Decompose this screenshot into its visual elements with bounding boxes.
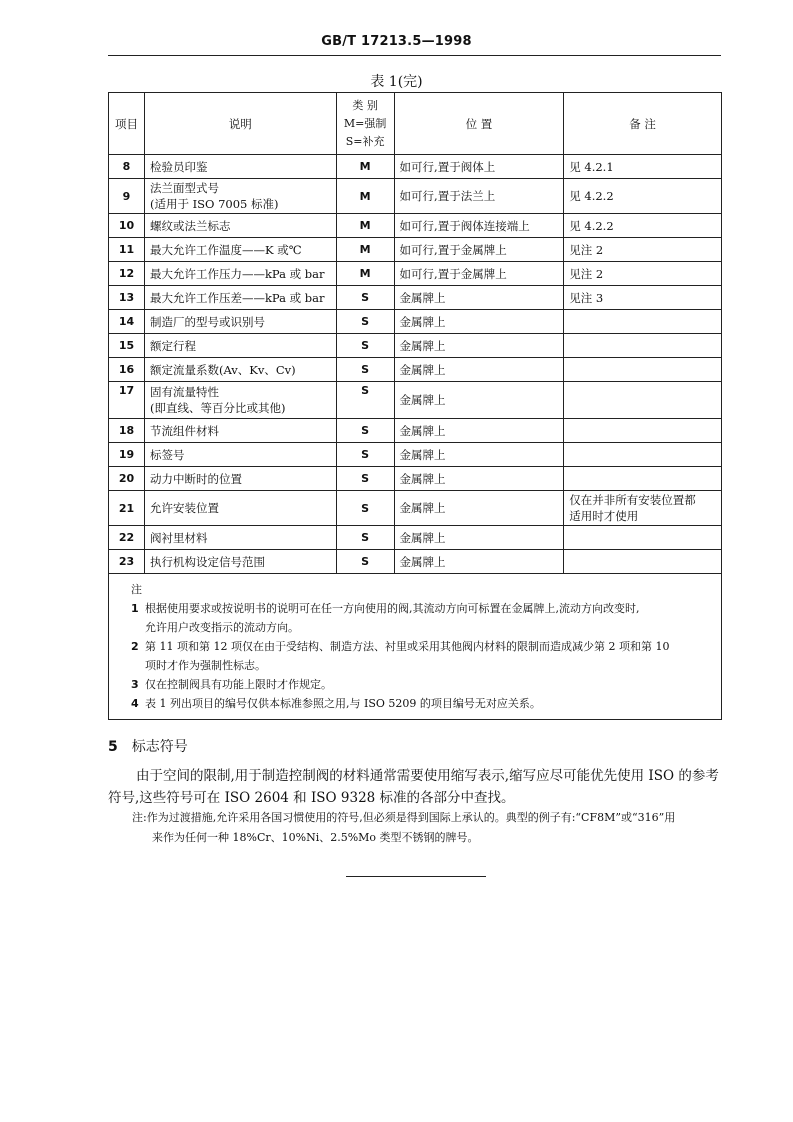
- row-number: 19: [109, 443, 145, 467]
- table-row: [109, 358, 722, 382]
- row-number: 17: [109, 382, 145, 419]
- col-header-desc: 说明: [144, 93, 336, 155]
- row-number: 20: [109, 467, 145, 491]
- row-category: S: [336, 358, 394, 382]
- row-remarks: [564, 550, 722, 574]
- row-number: 21: [109, 491, 145, 526]
- col-header-no: 项目: [109, 93, 145, 155]
- row-remarks: 见注 2: [564, 262, 722, 286]
- row-number: 14: [109, 310, 145, 334]
- row-category: S: [336, 526, 394, 550]
- section-paragraph: 由于空间的限制,用于制造控制阀的材料通常需要使用缩写表示,缩写应尽可能优先使用 ISO 的参考符号,这些符号可在 ISO 2604 和 ISO 9328 标准的各部分中查找。: [108, 768, 719, 806]
- row-remarks: 见注 3: [564, 286, 722, 310]
- row-description-line2: (即直线、等百分比或其他): [149, 401, 286, 415]
- row-description-line1: 法兰面型式号: [149, 181, 219, 195]
- row-remarks: [564, 419, 722, 443]
- col-header-position: 位 置: [394, 93, 564, 155]
- row-remarks: 见 4.2.2: [564, 214, 722, 238]
- table-row: [109, 382, 722, 419]
- row-description: [144, 179, 336, 214]
- row-remarks: [564, 382, 722, 419]
- row-number: 9: [109, 179, 145, 214]
- row-category: S: [336, 310, 394, 334]
- table-row: [109, 334, 722, 358]
- row-remarks: 见注 2: [564, 238, 722, 262]
- section-note-line1: 注:作为过渡措施,允许采用各国习惯使用的符号,但必须是得到国际上承认的。典型的例子有:“CF8M”或“316”用: [132, 811, 676, 824]
- document-header: [0, 34, 793, 49]
- table-row: [109, 238, 722, 262]
- row-number: 16: [109, 358, 145, 382]
- section-note: [132, 808, 724, 848]
- note-item: [131, 694, 713, 713]
- table-row: [109, 155, 722, 179]
- end-rule: [346, 876, 486, 877]
- row-category: M: [336, 262, 394, 286]
- row-description: 最大允许工作温度——K 或℃: [144, 238, 336, 262]
- cat-head-line3: S=补充: [345, 134, 385, 148]
- row-category: S: [336, 382, 394, 419]
- row-position: 金属牌上: [394, 286, 564, 310]
- row-description: 螺纹或法兰标志: [144, 214, 336, 238]
- table-row: [109, 310, 722, 334]
- note-text-line1: 第 11 项和第 12 项仅在由于受结构、制造方法、衬里或采用其他阀内材料的限制而造成减少第 2 项和第 10: [145, 640, 670, 653]
- row-description: 额定行程: [144, 334, 336, 358]
- row-number: 15: [109, 334, 145, 358]
- row-number: 22: [109, 526, 145, 550]
- row-position: 金属牌上: [394, 310, 564, 334]
- row-number: 13: [109, 286, 145, 310]
- row-description: 检验员印鉴: [144, 155, 336, 179]
- note-text-line2: 项时才作为强制性标志。: [145, 659, 266, 672]
- row-description: 动力中断时的位置: [144, 467, 336, 491]
- row-description: 标签号: [144, 443, 336, 467]
- row-description: 额定流量系数(Av、Kv、Cv): [144, 358, 336, 382]
- row-position: 如可行,置于阀体连接端上: [394, 214, 564, 238]
- row-description: [144, 382, 336, 419]
- table-row: [109, 550, 722, 574]
- row-position: 金属牌上: [394, 550, 564, 574]
- row-remarks: 见 4.2.1: [564, 155, 722, 179]
- row-category: S: [336, 467, 394, 491]
- note-number: 1: [131, 602, 139, 615]
- row-position: 金属牌上: [394, 491, 564, 526]
- row-description: 执行机构设定信号范围: [144, 550, 336, 574]
- note-text-line1: 根据使用要求或按说明书的说明可在任一方向使用的阀,其流动方向可标置在金属牌上,流动方向改变时,: [145, 602, 640, 615]
- table-notes: [109, 574, 722, 720]
- marking-table: [108, 92, 722, 720]
- section-number: 5: [108, 739, 118, 755]
- row-position: 如可行,置于法兰上: [394, 179, 564, 214]
- row-remarks-line1: 仅在并非所有安装位置都: [569, 493, 696, 507]
- row-number: 11: [109, 238, 145, 262]
- note-text-line1: 表 1 列出项目的编号仅供本标准参照之用,与 ISO 5209 的项目编号无对应关系。: [145, 697, 541, 710]
- table-row: [109, 179, 722, 214]
- row-category: S: [336, 443, 394, 467]
- table-row: [109, 419, 722, 443]
- row-category: M: [336, 238, 394, 262]
- row-category: S: [336, 491, 394, 526]
- notes-title: 注: [131, 583, 142, 596]
- header-rule: [108, 55, 721, 56]
- row-position: 如可行,置于阀体上: [394, 155, 564, 179]
- row-description: 制造厂的型号或识别号: [144, 310, 336, 334]
- table-notes-row: [109, 574, 722, 720]
- row-number: 10: [109, 214, 145, 238]
- row-position: 金属牌上: [394, 334, 564, 358]
- row-number: 23: [109, 550, 145, 574]
- row-category: M: [336, 179, 394, 214]
- row-remarks: [564, 491, 722, 526]
- col-header-category: [336, 93, 394, 155]
- table-row: [109, 467, 722, 491]
- table-header-row: [109, 93, 722, 155]
- row-remarks: [564, 358, 722, 382]
- section-heading: [108, 736, 188, 756]
- note-item: [131, 637, 713, 675]
- table-row: [109, 443, 722, 467]
- note-item: [131, 599, 713, 637]
- row-description: 允许安装位置: [144, 491, 336, 526]
- row-number: 8: [109, 155, 145, 179]
- row-description: 节流组件材料: [144, 419, 336, 443]
- row-category: M: [336, 155, 394, 179]
- row-number: 12: [109, 262, 145, 286]
- row-category: S: [336, 550, 394, 574]
- row-category: S: [336, 334, 394, 358]
- row-position: 金属牌上: [394, 467, 564, 491]
- note-text-line1: 仅在控制阀具有功能上限时才作规定。: [145, 678, 332, 691]
- row-description-line1: 固有流量特性: [149, 385, 219, 399]
- row-position: 如可行,置于金属牌上: [394, 262, 564, 286]
- section-note-line2: 来作为任何一种 18%Cr、10%Ni、2.5%Mo 类型不锈钢的牌号。: [152, 831, 479, 844]
- row-remarks: [564, 310, 722, 334]
- table-row: [109, 286, 722, 310]
- col-header-remarks: 备 注: [564, 93, 722, 155]
- section-title-text: 标志符号: [131, 739, 188, 755]
- row-position: 金属牌上: [394, 419, 564, 443]
- row-position: 金属牌上: [394, 443, 564, 467]
- row-category: S: [336, 286, 394, 310]
- row-remarks: [564, 334, 722, 358]
- row-remarks: [564, 526, 722, 550]
- note-number: 4: [131, 697, 139, 710]
- row-description: 最大允许工作压力——kPa 或 bar: [144, 262, 336, 286]
- row-description: 阀衬里材料: [144, 526, 336, 550]
- table-caption: 表 1(完): [370, 74, 423, 90]
- row-category: S: [336, 419, 394, 443]
- row-description-line2: (适用于 ISO 7005 标准): [149, 197, 279, 211]
- row-number: 18: [109, 419, 145, 443]
- row-category: M: [336, 214, 394, 238]
- row-remarks: 见 4.2.2: [564, 179, 722, 214]
- row-position: 金属牌上: [394, 382, 564, 419]
- table-row: [109, 214, 722, 238]
- note-text-line2: 允许用户改变指示的流动方向。: [145, 621, 299, 634]
- note-number: 3: [131, 678, 139, 691]
- row-remarks-line2: 适用时才使用: [569, 509, 639, 523]
- row-position: 如可行,置于金属牌上: [394, 238, 564, 262]
- note-number: 2: [131, 640, 139, 653]
- table-row: [109, 262, 722, 286]
- row-position: 金属牌上: [394, 526, 564, 550]
- cat-head-line1: 类 别: [352, 98, 378, 112]
- row-remarks: [564, 443, 722, 467]
- note-item: [131, 675, 713, 694]
- row-position: 金属牌上: [394, 358, 564, 382]
- table-row: [109, 491, 722, 526]
- row-description: 最大允许工作压差——kPa 或 bar: [144, 286, 336, 310]
- standard-code: GB/T 17213.5—1998: [321, 34, 472, 49]
- table-row: [109, 526, 722, 550]
- cat-head-line2: M=强制: [343, 116, 387, 130]
- row-remarks: [564, 467, 722, 491]
